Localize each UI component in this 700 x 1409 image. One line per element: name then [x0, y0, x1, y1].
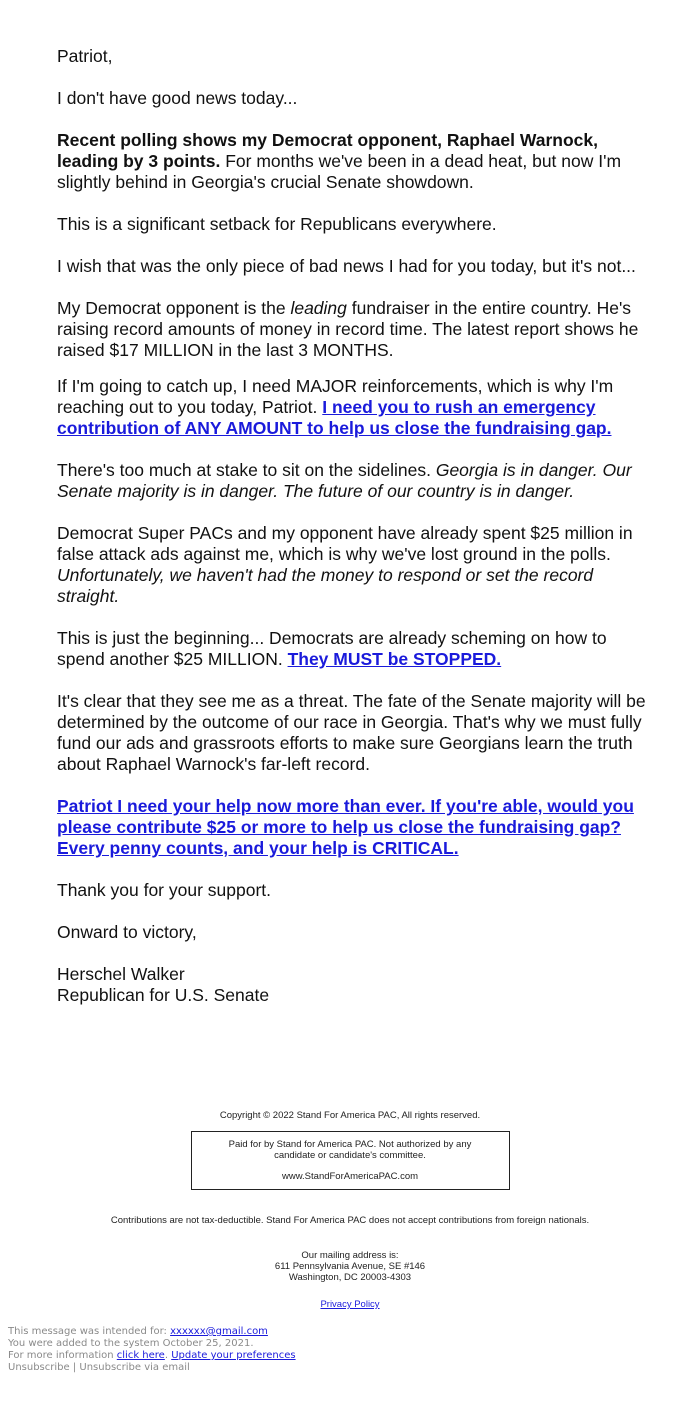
paragraph-attack-ads: Democrat Super PACs and my opponent have already spent $25 million in false attack ads against me, which is why we've lost ground in the polls. Unfortunately, we haven't had the money to respond or set the record straight.	[57, 523, 633, 606]
record-straight-emphasis: Unfortunately, we haven't had the money to respond or set the record straight.	[57, 565, 594, 606]
paragraph-reinforcements: If I'm going to catch up, I need MAJOR reinforcements, which is why I'm reaching out to you today, Patriot. I need you to rush an emergency contribution of ANY AMOUNT to help us close the fundraising gap.	[57, 376, 614, 438]
address-line-1: 611 Pennsylvania Avenue, SE #146	[274, 1261, 426, 1272]
paragraph-intro: I don't have good news today...	[57, 88, 298, 108]
signature	[57, 964, 647, 1006]
paragraph-call-to-action	[57, 796, 647, 859]
leading-emphasis: leading	[290, 298, 347, 318]
unsubscribe-line: Unsubscribe | Unsubscribe via email	[8, 1362, 190, 1373]
paragraph-polling	[57, 130, 647, 193]
paragraph-bad-news: I wish that was the only piece of bad news I had for you today, but it's not...	[57, 256, 636, 276]
paragraph-thanks: Thank you for your support.	[57, 880, 271, 900]
closing: Onward to victory,	[57, 922, 197, 942]
added-date-line: You were added to the system October 25, 2021.	[8, 1338, 254, 1349]
address-line-2: Washington, DC 20003-4303	[288, 1272, 412, 1283]
paid-for-line-2: candidate or candidate's committee.	[274, 1150, 426, 1161]
copyright: Copyright © 2022 Stand For America PAC, All rights reserved.	[219, 1110, 481, 1121]
danger-emphasis: Georgia is in danger. Our Senate majority is in danger. The future of our country is in danger.	[57, 460, 632, 501]
polling-detail: For months we've been in a dead heat, but now I'm slightly behind in Georgia's crucial Senate showdown.	[57, 151, 622, 192]
mailing-address	[0, 1250, 700, 1283]
update-preferences-link[interactable]: Update your preferences	[171, 1350, 296, 1361]
contributions-disclaimer: Contributions are not tax-deductible. Stand For America PAC does not accept contributions from foreign nationals.	[110, 1215, 590, 1226]
email-footer	[0, 1110, 700, 1310]
paragraph-beginning: This is just the beginning... Democrats are already scheming on how to spend another $25 MILLION. They MUST be STOPPED.	[57, 628, 607, 669]
email-body	[57, 46, 647, 1027]
polling-headline: Recent polling shows my Democrat opponent, Raphael Warnock, leading by 3 points.	[57, 130, 598, 171]
more-info-line: For more information click here. Update your preferences	[8, 1350, 296, 1361]
contribute-25-link[interactable]: Patriot I need your help now more than ever. If you're able, would you please contribute $25 or more to help us close the fundraising gap? Every penny counts, and your help is CRITICAL.	[57, 796, 634, 858]
mailing-address-label: Our mailing address is:	[301, 1250, 399, 1261]
signature-name: Herschel Walker	[57, 964, 185, 984]
intended-for-line: This message was intended for: xxxxxx@gmail.com	[8, 1326, 268, 1337]
paragraph-fundraiser: My Democrat opponent is the leading fundraiser in the entire country. He's raising record amounts of money in record time. The latest report shows he raised $17 MILLION in the last 3 MONTHS.	[57, 298, 639, 360]
delivery-info	[8, 1326, 296, 1374]
unsubscribe-email-link[interactable]: Unsubscribe via email	[79, 1362, 190, 1373]
greeting: Patriot,	[57, 46, 113, 66]
privacy-policy-link[interactable]: Privacy Policy	[320, 1299, 380, 1310]
paid-for-disclaimer-box	[191, 1131, 510, 1190]
unsubscribe-link[interactable]: Unsubscribe	[8, 1362, 70, 1373]
must-be-stopped-link[interactable]: They MUST be STOPPED.	[287, 649, 502, 669]
emergency-contribution-link[interactable]: I need you to rush an emergency contribution of ANY AMOUNT to help us close the fundraising gap.	[57, 397, 612, 438]
paragraph-stakes: There's too much at stake to sit on the sidelines. Georgia is in danger. Our Senate majority is in danger. The future of our country is in danger.	[57, 460, 632, 501]
paragraph-setback: This is a significant setback for Republicans everywhere.	[57, 214, 497, 234]
paragraph-threat: It's clear that they see me as a threat. The fate of the Senate majority will be determined by the outcome of our race in Georgia. That's why we must fully fund our ads and grassroots efforts to make sure Georgians learn the truth about Raphael Warnock's far-left record.	[57, 691, 646, 774]
recipient-email-link[interactable]: xxxxxx@gmail.com	[170, 1326, 268, 1337]
signature-title: Republican for U.S. Senate	[57, 985, 270, 1005]
website: www.StandForAmericaPAC.com	[281, 1171, 419, 1182]
click-here-link[interactable]: click here	[116, 1350, 165, 1361]
paid-for-line-1: Paid for by Stand for America PAC. Not authorized by any	[228, 1139, 472, 1150]
